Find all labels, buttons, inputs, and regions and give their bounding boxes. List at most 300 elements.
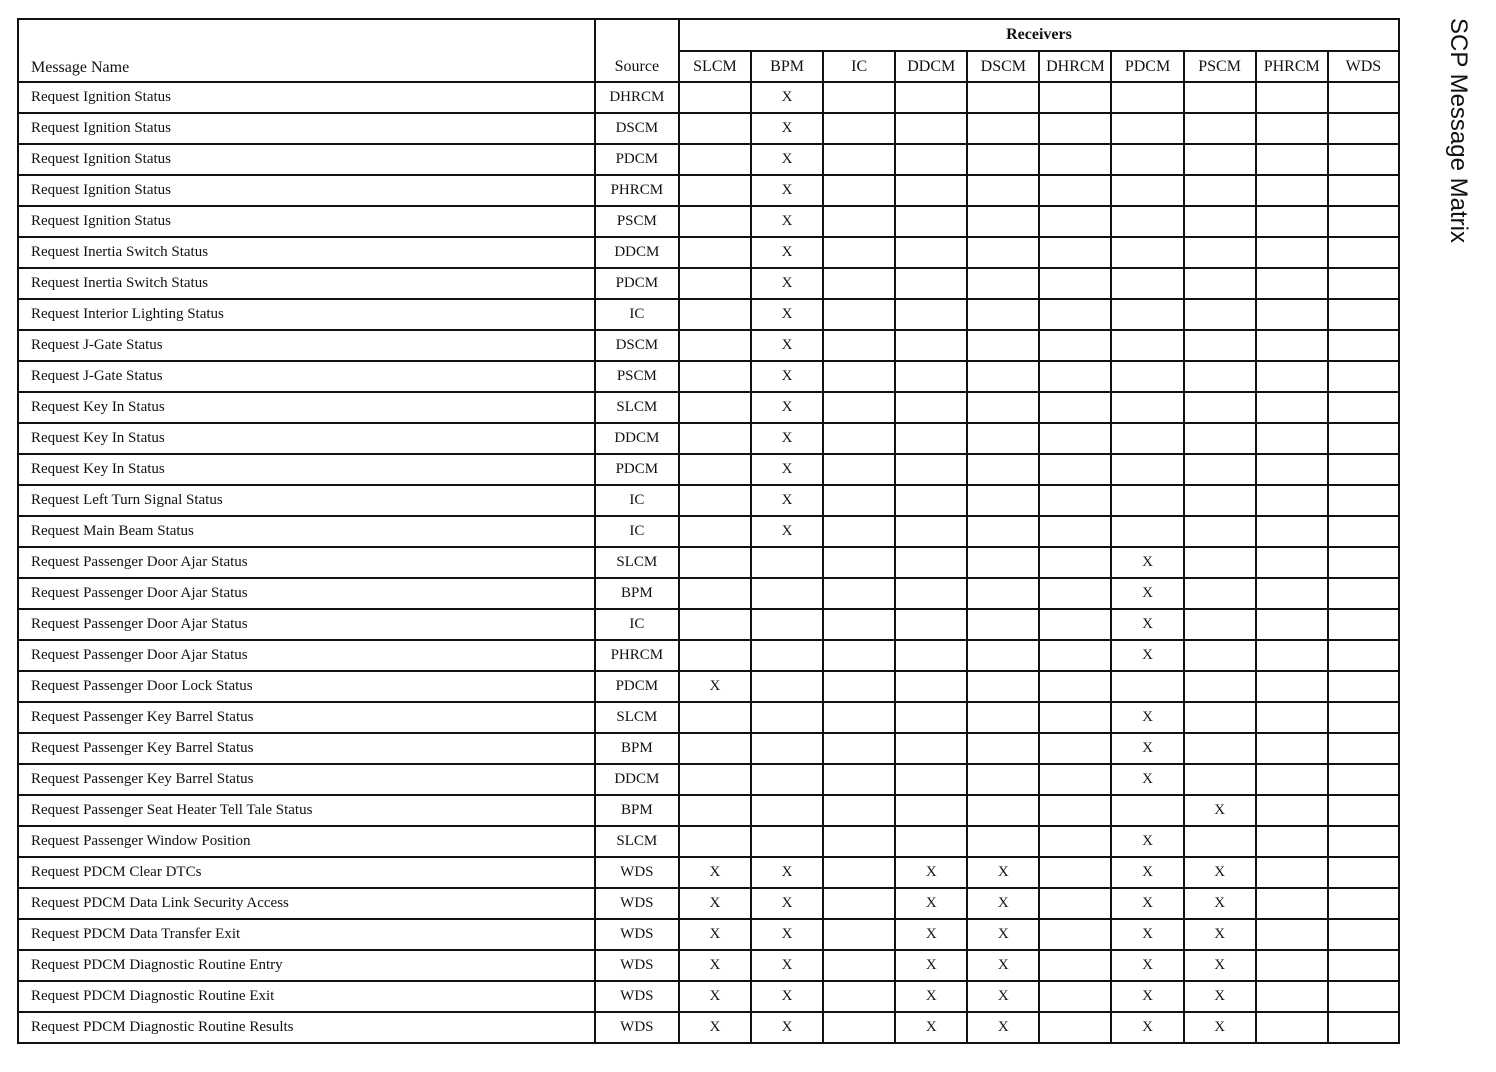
table-row [18, 361, 1399, 392]
receiver-cell-pdcm: X [1111, 764, 1183, 795]
receiver-cell-ddcm [895, 144, 967, 175]
receiver-cell-wds [1328, 578, 1399, 609]
table-row [18, 609, 1399, 640]
receiver-cell-ddcm [895, 485, 967, 516]
receiver-cell-ic [823, 578, 895, 609]
receiver-cell-pdcm [1111, 237, 1183, 268]
receiver-cell-wds [1328, 206, 1399, 237]
table-row [18, 1012, 1399, 1043]
message-name-cell: Request Passenger Door Ajar Status [18, 609, 595, 640]
table-row [18, 826, 1399, 857]
receiver-cell-phrcm [1256, 640, 1328, 671]
receiver-cell-phrcm [1256, 206, 1328, 237]
receiver-cell-ic [823, 82, 895, 113]
receiver-cell-dhrcm [1039, 795, 1111, 826]
message-name-cell: Request PDCM Data Transfer Exit [18, 919, 595, 950]
receiver-cell-pscm [1184, 547, 1256, 578]
receiver-cell-phrcm [1256, 795, 1328, 826]
receiver-cell-bpm: X [751, 888, 823, 919]
receiver-cell-ic [823, 609, 895, 640]
receiver-cell-phrcm [1256, 361, 1328, 392]
receiver-cell-ic [823, 144, 895, 175]
receiver-cell-ic [823, 950, 895, 981]
receiver-cell-wds [1328, 888, 1399, 919]
receiver-cell-wds [1328, 516, 1399, 547]
receiver-cell-dhrcm [1039, 702, 1111, 733]
receiver-cell-dhrcm [1039, 733, 1111, 764]
source-cell: PSCM [595, 206, 679, 237]
receiver-cell-ddcm: X [895, 857, 967, 888]
receiver-cell-dhrcm [1039, 206, 1111, 237]
source-cell: BPM [595, 733, 679, 764]
receiver-cell-ic [823, 919, 895, 950]
receiver-cell-slcm: X [679, 888, 751, 919]
receiver-cell-slcm [679, 547, 751, 578]
receiver-cell-phrcm [1256, 175, 1328, 206]
receiver-cell-dscm [967, 113, 1039, 144]
message-name-cell: Request Ignition Status [18, 82, 595, 113]
source-cell: SLCM [595, 547, 679, 578]
table-body [18, 82, 1399, 1043]
receiver-cell-pdcm [1111, 175, 1183, 206]
receiver-cell-bpm: X [751, 919, 823, 950]
receiver-cell-slcm [679, 516, 751, 547]
receiver-cell-dscm: X [967, 950, 1039, 981]
receiver-cell-wds [1328, 547, 1399, 578]
header-message-name: Message Name [18, 19, 595, 82]
message-name-cell: Request Passenger Door Ajar Status [18, 547, 595, 578]
receiver-cell-pscm: X [1184, 857, 1256, 888]
receiver-cell-pscm [1184, 826, 1256, 857]
receiver-cell-dscm [967, 640, 1039, 671]
receiver-cell-pscm [1184, 113, 1256, 144]
receiver-cell-pdcm: X [1111, 1012, 1183, 1043]
receiver-cell-phrcm [1256, 454, 1328, 485]
table-row [18, 82, 1399, 113]
message-name-cell: Request Ignition Status [18, 175, 595, 206]
receiver-cell-ddcm [895, 330, 967, 361]
receiver-cell-slcm: X [679, 919, 751, 950]
receiver-cell-wds [1328, 423, 1399, 454]
receiver-cell-wds [1328, 981, 1399, 1012]
receiver-cell-phrcm [1256, 671, 1328, 702]
receiver-cell-dhrcm [1039, 764, 1111, 795]
receiver-cell-wds [1328, 609, 1399, 640]
receiver-cell-ddcm [895, 609, 967, 640]
receiver-cell-slcm [679, 175, 751, 206]
receiver-cell-phrcm [1256, 113, 1328, 144]
receiver-cell-phrcm [1256, 888, 1328, 919]
receiver-cell-pdcm: X [1111, 857, 1183, 888]
receiver-cell-phrcm [1256, 702, 1328, 733]
receiver-cell-pscm [1184, 361, 1256, 392]
receiver-cell-ddcm [895, 547, 967, 578]
receiver-cell-wds [1328, 268, 1399, 299]
receiver-cell-ddcm [895, 237, 967, 268]
receiver-cell-ddcm: X [895, 888, 967, 919]
receiver-cell-dhrcm [1039, 237, 1111, 268]
receiver-cell-ddcm [895, 392, 967, 423]
receiver-cell-bpm: X [751, 299, 823, 330]
receiver-cell-wds [1328, 795, 1399, 826]
receiver-cell-ic [823, 795, 895, 826]
receiver-cell-dhrcm [1039, 547, 1111, 578]
header-receivers: Receivers [679, 19, 1399, 51]
table-row [18, 671, 1399, 702]
table-row [18, 702, 1399, 733]
receiver-cell-pscm [1184, 82, 1256, 113]
receiver-cell-pdcm [1111, 392, 1183, 423]
receiver-cell-bpm [751, 733, 823, 764]
receiver-cell-pscm [1184, 640, 1256, 671]
receiver-cell-pdcm [1111, 795, 1183, 826]
receiver-cell-bpm [751, 609, 823, 640]
receiver-cell-ddcm [895, 113, 967, 144]
receiver-cell-bpm: X [751, 485, 823, 516]
receiver-cell-dhrcm [1039, 609, 1111, 640]
receiver-cell-bpm [751, 671, 823, 702]
source-cell: SLCM [595, 702, 679, 733]
receiver-cell-slcm: X [679, 1012, 751, 1043]
receiver-cell-dscm [967, 423, 1039, 454]
receiver-cell-ic [823, 361, 895, 392]
receiver-cell-ic [823, 206, 895, 237]
receiver-cell-ic [823, 733, 895, 764]
header-receiver-bpm: BPM [751, 51, 823, 82]
receiver-cell-pscm [1184, 206, 1256, 237]
receiver-cell-ddcm [895, 82, 967, 113]
receiver-cell-pscm [1184, 144, 1256, 175]
page-title: SCP Message Matrix [1445, 18, 1472, 243]
receiver-cell-pscm [1184, 299, 1256, 330]
receiver-cell-phrcm [1256, 330, 1328, 361]
receiver-cell-bpm [751, 826, 823, 857]
source-cell: DDCM [595, 764, 679, 795]
receiver-cell-phrcm [1256, 547, 1328, 578]
receiver-cell-bpm [751, 795, 823, 826]
table-row [18, 795, 1399, 826]
receiver-cell-ddcm [895, 702, 967, 733]
receiver-cell-dscm [967, 82, 1039, 113]
source-cell: WDS [595, 1012, 679, 1043]
receiver-cell-pdcm: X [1111, 888, 1183, 919]
receiver-cell-bpm: X [751, 950, 823, 981]
receiver-cell-pdcm [1111, 144, 1183, 175]
receiver-cell-slcm [679, 299, 751, 330]
receiver-cell-dhrcm [1039, 485, 1111, 516]
receiver-cell-dhrcm [1039, 981, 1111, 1012]
receiver-cell-slcm [679, 330, 751, 361]
source-cell: PHRCM [595, 640, 679, 671]
source-cell: DSCM [595, 330, 679, 361]
source-cell: IC [595, 516, 679, 547]
receiver-cell-dscm [967, 609, 1039, 640]
receiver-cell-slcm [679, 144, 751, 175]
header-receiver-phrcm: PHRCM [1256, 51, 1328, 82]
message-name-cell: Request Inertia Switch Status [18, 268, 595, 299]
message-name-cell: Request Ignition Status [18, 144, 595, 175]
receiver-cell-wds [1328, 671, 1399, 702]
receiver-cell-dscm [967, 144, 1039, 175]
receiver-cell-bpm: X [751, 206, 823, 237]
receiver-cell-dscm [967, 826, 1039, 857]
receiver-cell-pdcm [1111, 113, 1183, 144]
header-receiver-pdcm: PDCM [1111, 51, 1183, 82]
table-row [18, 764, 1399, 795]
receiver-cell-ic [823, 113, 895, 144]
receiver-cell-ddcm: X [895, 950, 967, 981]
receiver-cell-phrcm [1256, 826, 1328, 857]
receiver-cell-bpm: X [751, 392, 823, 423]
receiver-cell-pscm: X [1184, 888, 1256, 919]
receiver-cell-phrcm [1256, 981, 1328, 1012]
receiver-cell-ic [823, 826, 895, 857]
source-cell: BPM [595, 795, 679, 826]
receiver-cell-slcm [679, 702, 751, 733]
receiver-cell-dhrcm [1039, 950, 1111, 981]
table-header [18, 19, 1399, 82]
receiver-cell-dhrcm [1039, 516, 1111, 547]
receiver-cell-slcm [679, 795, 751, 826]
receiver-cell-slcm [679, 268, 751, 299]
source-cell: WDS [595, 950, 679, 981]
message-name-cell: Request Passenger Door Ajar Status [18, 578, 595, 609]
receiver-cell-slcm: X [679, 950, 751, 981]
message-name-cell: Request Passenger Seat Heater Tell Tale Status [18, 795, 595, 826]
message-name-cell: Request J-Gate Status [18, 361, 595, 392]
source-cell: BPM [595, 578, 679, 609]
message-name-cell: Request PDCM Diagnostic Routine Results [18, 1012, 595, 1043]
source-cell: PDCM [595, 268, 679, 299]
source-cell: DDCM [595, 423, 679, 454]
receiver-cell-dscm: X [967, 857, 1039, 888]
message-name-cell: Request PDCM Diagnostic Routine Entry [18, 950, 595, 981]
header-receiver-ddcm: DDCM [895, 51, 967, 82]
receiver-cell-ic [823, 702, 895, 733]
table-row [18, 144, 1399, 175]
source-cell: PDCM [595, 671, 679, 702]
message-name-cell: Request Key In Status [18, 454, 595, 485]
receiver-cell-ddcm [895, 826, 967, 857]
receiver-cell-wds [1328, 175, 1399, 206]
receiver-cell-ic [823, 640, 895, 671]
source-cell: PDCM [595, 454, 679, 485]
receiver-cell-pscm [1184, 330, 1256, 361]
receiver-cell-wds [1328, 764, 1399, 795]
receiver-cell-ic [823, 857, 895, 888]
receiver-cell-pdcm [1111, 671, 1183, 702]
receiver-cell-dhrcm [1039, 392, 1111, 423]
receiver-cell-dhrcm [1039, 919, 1111, 950]
receiver-cell-pscm: X [1184, 950, 1256, 981]
receiver-cell-bpm: X [751, 113, 823, 144]
receiver-cell-ddcm [895, 268, 967, 299]
source-cell: DSCM [595, 113, 679, 144]
header-receiver-slcm: SLCM [679, 51, 751, 82]
receiver-cell-phrcm [1256, 857, 1328, 888]
receiver-cell-bpm [751, 578, 823, 609]
receiver-cell-pscm [1184, 764, 1256, 795]
receiver-cell-phrcm [1256, 485, 1328, 516]
receiver-cell-wds [1328, 640, 1399, 671]
receiver-cell-ddcm: X [895, 1012, 967, 1043]
receiver-cell-bpm: X [751, 516, 823, 547]
receiver-cell-pdcm [1111, 330, 1183, 361]
header-receiver-wds: WDS [1328, 51, 1399, 82]
receiver-cell-wds [1328, 919, 1399, 950]
receiver-cell-dhrcm [1039, 175, 1111, 206]
message-name-cell: Request Main Beam Status [18, 516, 595, 547]
receiver-cell-ic [823, 268, 895, 299]
receiver-cell-bpm: X [751, 82, 823, 113]
receiver-cell-phrcm [1256, 299, 1328, 330]
receiver-cell-slcm [679, 392, 751, 423]
receiver-cell-bpm: X [751, 857, 823, 888]
receiver-cell-dhrcm [1039, 82, 1111, 113]
receiver-cell-phrcm [1256, 268, 1328, 299]
message-name-cell: Request J-Gate Status [18, 330, 595, 361]
receiver-cell-ic [823, 981, 895, 1012]
receiver-cell-dhrcm [1039, 888, 1111, 919]
receiver-cell-dhrcm [1039, 268, 1111, 299]
header-receiver-dhrcm: DHRCM [1039, 51, 1111, 82]
receiver-cell-dhrcm [1039, 330, 1111, 361]
source-cell: WDS [595, 857, 679, 888]
receiver-cell-pscm [1184, 671, 1256, 702]
receiver-cell-pdcm: X [1111, 826, 1183, 857]
receiver-cell-dscm: X [967, 1012, 1039, 1043]
table-row [18, 733, 1399, 764]
table-row [18, 547, 1399, 578]
receiver-cell-bpm: X [751, 1012, 823, 1043]
table-row [18, 888, 1399, 919]
receiver-cell-slcm [679, 361, 751, 392]
message-name-cell: Request Left Turn Signal Status [18, 485, 595, 516]
receiver-cell-ic [823, 547, 895, 578]
receiver-cell-slcm [679, 640, 751, 671]
receiver-cell-bpm [751, 702, 823, 733]
receiver-cell-wds [1328, 733, 1399, 764]
message-name-cell: Request Passenger Key Barrel Status [18, 733, 595, 764]
receiver-cell-ddcm [895, 764, 967, 795]
source-cell: SLCM [595, 392, 679, 423]
receiver-cell-slcm [679, 764, 751, 795]
receiver-cell-dhrcm [1039, 671, 1111, 702]
receiver-cell-dscm [967, 733, 1039, 764]
receiver-cell-wds [1328, 702, 1399, 733]
source-cell: DDCM [595, 237, 679, 268]
receiver-cell-wds [1328, 299, 1399, 330]
receiver-cell-pdcm [1111, 299, 1183, 330]
table-row [18, 454, 1399, 485]
source-cell: WDS [595, 888, 679, 919]
receiver-cell-pscm: X [1184, 919, 1256, 950]
message-name-cell: Request Ignition Status [18, 206, 595, 237]
receiver-cell-phrcm [1256, 609, 1328, 640]
receiver-cell-bpm: X [751, 268, 823, 299]
receiver-cell-ic [823, 423, 895, 454]
receiver-cell-dscm [967, 764, 1039, 795]
table-row [18, 981, 1399, 1012]
receiver-cell-phrcm [1256, 1012, 1328, 1043]
receiver-cell-dscm [967, 206, 1039, 237]
receiver-cell-bpm: X [751, 144, 823, 175]
receiver-cell-pdcm: X [1111, 733, 1183, 764]
receiver-cell-pscm: X [1184, 1012, 1256, 1043]
receiver-cell-wds [1328, 330, 1399, 361]
source-cell: WDS [595, 981, 679, 1012]
table-row [18, 578, 1399, 609]
message-name-cell: Request PDCM Diagnostic Routine Exit [18, 981, 595, 1012]
receiver-cell-phrcm [1256, 733, 1328, 764]
source-cell: SLCM [595, 826, 679, 857]
receiver-cell-ic [823, 764, 895, 795]
table-row [18, 113, 1399, 144]
receiver-cell-phrcm [1256, 423, 1328, 454]
message-name-cell: Request Passenger Key Barrel Status [18, 764, 595, 795]
receiver-cell-wds [1328, 144, 1399, 175]
receiver-cell-pdcm [1111, 454, 1183, 485]
receiver-cell-ddcm [895, 206, 967, 237]
receiver-cell-ddcm [895, 733, 967, 764]
receiver-cell-wds [1328, 454, 1399, 485]
source-cell: IC [595, 299, 679, 330]
receiver-cell-dscm [967, 547, 1039, 578]
receiver-cell-ddcm [895, 423, 967, 454]
receiver-cell-ic [823, 485, 895, 516]
receiver-cell-pscm [1184, 516, 1256, 547]
receiver-cell-bpm: X [751, 454, 823, 485]
receiver-cell-slcm [679, 82, 751, 113]
receiver-cell-ic [823, 392, 895, 423]
source-cell: WDS [595, 919, 679, 950]
receiver-cell-ic [823, 454, 895, 485]
receiver-cell-dhrcm [1039, 423, 1111, 454]
receiver-cell-dscm [967, 454, 1039, 485]
receiver-cell-dscm [967, 175, 1039, 206]
receiver-cell-slcm: X [679, 857, 751, 888]
receiver-cell-dscm [967, 361, 1039, 392]
receiver-cell-pdcm: X [1111, 981, 1183, 1012]
receiver-cell-ddcm [895, 361, 967, 392]
receiver-cell-pdcm: X [1111, 950, 1183, 981]
table-row [18, 237, 1399, 268]
receiver-cell-ddcm [895, 454, 967, 485]
receiver-cell-bpm: X [751, 175, 823, 206]
receiver-cell-slcm [679, 454, 751, 485]
source-cell: IC [595, 609, 679, 640]
receiver-cell-ddcm [895, 516, 967, 547]
receiver-cell-wds [1328, 950, 1399, 981]
receiver-cell-pscm [1184, 609, 1256, 640]
table-row [18, 423, 1399, 454]
source-cell: PSCM [595, 361, 679, 392]
receiver-cell-ddcm [895, 795, 967, 826]
receiver-cell-wds [1328, 1012, 1399, 1043]
table-row [18, 950, 1399, 981]
receiver-cell-slcm: X [679, 671, 751, 702]
receiver-cell-phrcm [1256, 919, 1328, 950]
receiver-cell-pscm [1184, 733, 1256, 764]
receiver-cell-dscm [967, 795, 1039, 826]
receiver-cell-dscm [967, 237, 1039, 268]
header-receiver-dscm: DSCM [967, 51, 1039, 82]
receiver-cell-wds [1328, 237, 1399, 268]
receiver-cell-slcm [679, 113, 751, 144]
source-cell: PDCM [595, 144, 679, 175]
receiver-cell-ddcm [895, 299, 967, 330]
receiver-cell-pdcm [1111, 423, 1183, 454]
